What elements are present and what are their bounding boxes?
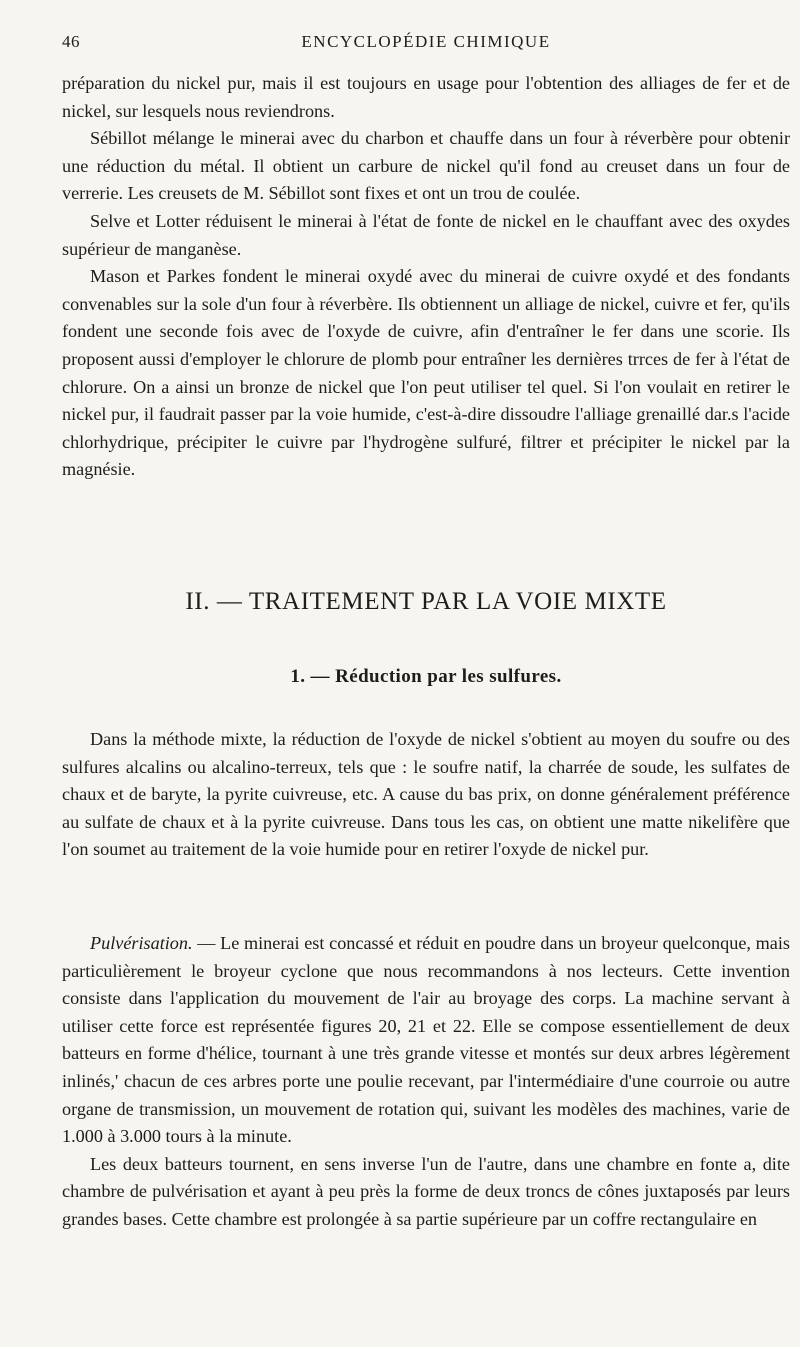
paragraph-pulverisation-text: — Le minerai est concassé et réduit en poudre dans un broyeur quelconque, mais particulièrement le broyeur cyclone que nous recommandons à nos lecteurs. Cette invention consiste dans l'application du mouvement de l'air au broyage des corps. La machine servant à utiliser cette force est représentée figures 20, 21 et 22. Elle se compose essentiellement de deux batteurs en forme d'hélice, tournant à une très grande vitesse et montés sur deux arbres légèrement inlinés,' chacun de ces arbres porte une poulie recevant, par l'intermédiaire d'une courroie ou autre organe de transmission, un mouvement de rotation qui, suivant les modèles des machines, varie de 1.000 à 3.000 tours à la minute. bbox=[62, 933, 790, 1147]
text-block-top bbox=[62, 70, 790, 484]
paragraph-mason-parkes: Mason et Parkes fondent le minerai oxydé avec du minerai de cuivre oxydé et des fondants convenables sur la sole d'un four à réverbère. Ils obtiennent un alliage de nickel, cuivre et fer, qu'ils fondent une seconde fois avec de l'oxyde de cuivre, afin d'entraîner le fer dans une scorie. Ils proposent aussi d'employer le chlorure de plomb pour entraîner les dernières trrces de fer à l'état de chlorure. On a ainsi un bronze de nickel que l'on peut utiliser tel quel. Si l'on voulait en retirer le nickel pur, il faudrait passer par la voie humide, c'est-à-dire dissoudre l'alliage grenaillé dar.s l'acide chlorhydrique, précipiter le cuivre par l'hydrogène sulfuré, filtrer et précipiter le nickel par la magnésie. bbox=[62, 266, 790, 480]
paragraph-lead-in: Pulvérisation. bbox=[90, 933, 193, 953]
paragraph-selve-lotter: Selve et Lotter réduisent le minerai à l'état de fonte de nickel en le chauffant avec des oxydes supérieur de manganèse. bbox=[62, 210, 790, 259]
running-header-title: ENCYCLOPÉDIE CHIMIQUE bbox=[301, 32, 551, 51]
paragraph-pulverisation bbox=[62, 930, 790, 1151]
text-block-intro bbox=[62, 726, 790, 864]
page-number: 46 bbox=[62, 32, 80, 51]
section-heading: II. — TRAITEMENT PAR LA VOIE MIXTE bbox=[185, 588, 667, 615]
paragraph-sebillot: Sébillot mélange le minerai avec du charbon et chauffe dans un four à réverbère pour obtenir une réduction du métal. Il obtient un carbure de nickel qu'il fond au creuset dans un four de verrerie. Les creusets de M. Sébillot sont fixes et ont un trou de coulée. bbox=[62, 128, 790, 204]
paragraph-batteurs: Les deux batteurs tournent, en sens inverse l'un de l'autre, dans une chambre en fonte a, dite chambre de pulvérisation et ayant à peu près la forme de deux troncs de cônes juxtaposés par leurs grandes bases. Cette chambre est prolongée à sa partie supérieure par un coffre rectangulaire en bbox=[62, 1153, 790, 1229]
paragraph-continuation: préparation du nickel pur, mais il est toujours en usage pour l'obtention des alliages de fer et de nickel, sur lesquels nous reviendrons. bbox=[62, 73, 790, 121]
text-block-pulverisation bbox=[62, 930, 790, 1234]
subsection-heading: 1. — Réduction par les sulfures. bbox=[290, 666, 562, 687]
running-header bbox=[62, 32, 790, 58]
paragraph-methode-mixte: Dans la méthode mixte, la réduction de l'oxyde de nickel s'obtient au moyen du soufre ou des sulfures alcalins ou alcalino-terreux, tels que : le soufre natif, la charrée de soude, les sulfates de chaux et de baryte, la pyrite cuivreuse, etc. A cause du bas prix, on donne généralement préférence au sulfate de chaux et à la pyrite cuivreuse. Dans tous les cas, on obtient une matte nikelifère que l'on soumet au traitement de la voie humide pour en retirer l'oxyde de nickel pur. bbox=[62, 729, 790, 860]
